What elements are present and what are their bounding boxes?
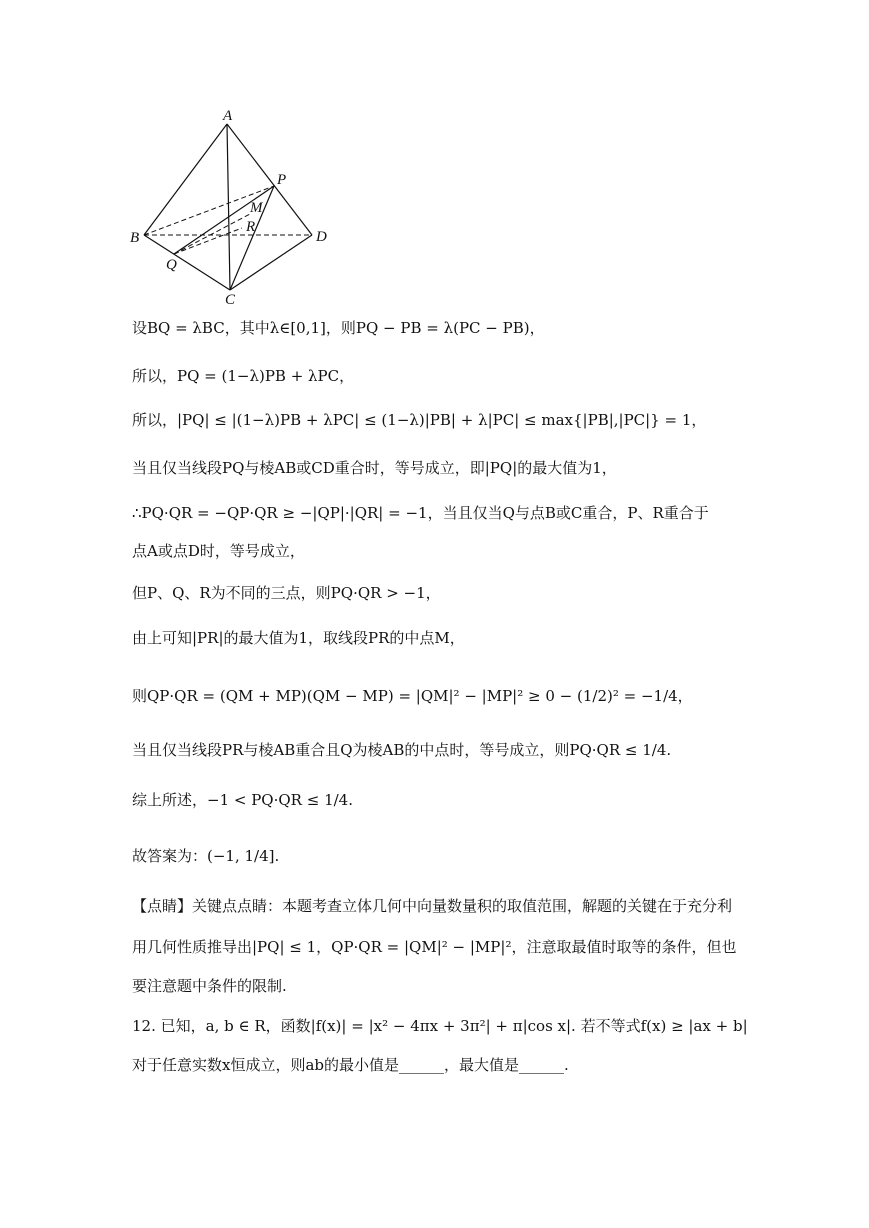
text-line-9: 则QP·QR = (QM + MP)(QM − MP) = |QM|² − |MP|² ≥ 0 − (1/2)² = −1/4， [132,687,693,705]
text-line-13: 【点睛】关键点点睛：本题考查立体几何中向量数量积的取值范围，解题的关键在于充分利 [132,897,733,915]
text-line-17: 对于任意实数x恒成立，则ab的最小值是______，最大值是______. [132,1056,569,1074]
tetrahedron-figure [122,104,352,310]
text-line-5: ∴PQ·QR = −QP·QR ≥ −|QP|·|QR| = −1，当且仅当Q与点B或C重合，P、R重合于 [132,504,709,522]
label-p: P [277,172,287,188]
text-line-3: 所以，|PQ| ≤ |(1−λ)PB + λPC| ≤ (1−λ)|PB| + λ|PC| ≤ max{|PB|,|PC|} = 1， [132,411,707,429]
text-line-16: 12. 已知，a, b ∈ R，函数|f(x)| = |x² − 4πx + 3π²| + π|cos x|. 若不等式f(x) ≥ |ax + b| [132,1017,748,1035]
label-c: C [225,292,236,308]
text-line-8: 由上可知|PR|的最大值为1，取线段PR的中点M， [132,629,465,647]
text-line-10: 当且仅当线段PR与棱AB重合且Q为棱AB的中点时，等号成立，则PQ·QR ≤ 1/4. [132,741,672,759]
text-line-15: 要注意题中条件的限制. [132,977,287,995]
text-line-7: 但P、Q、R为不同的三点，则PQ·QR > −1， [132,584,441,602]
label-d: D [316,229,327,245]
label-q: Q [166,257,177,273]
text-line-1: 设BQ = λBC，其中λ∈[0,1]，则PQ − PB = λ(PC − PB)， [132,319,545,337]
text-line-11: 综上所述，−1 < PQ·QR ≤ 1/4. [132,791,353,809]
label-b: B [130,230,140,246]
label-r: R [246,219,256,235]
text-line-6: 点A或点D时，等号成立， [132,542,305,560]
text-line-2: 所以，PQ = (1−λ)PB + λPC， [132,367,355,385]
text-line-14: 用几何性质推导出|PQ| ≤ 1，QP·QR = |QM|² − |MP|²，注意取最值时取等的条件，但也 [132,938,737,956]
label-m: M [250,200,263,216]
label-a: A [223,108,233,124]
text-line-4: 当且仅当线段PQ与棱AB或CD重合时，等号成立，即|PQ|的最大值为1， [132,459,617,477]
text-line-12: 故答案为：(−1, 1/4]. [132,847,280,865]
